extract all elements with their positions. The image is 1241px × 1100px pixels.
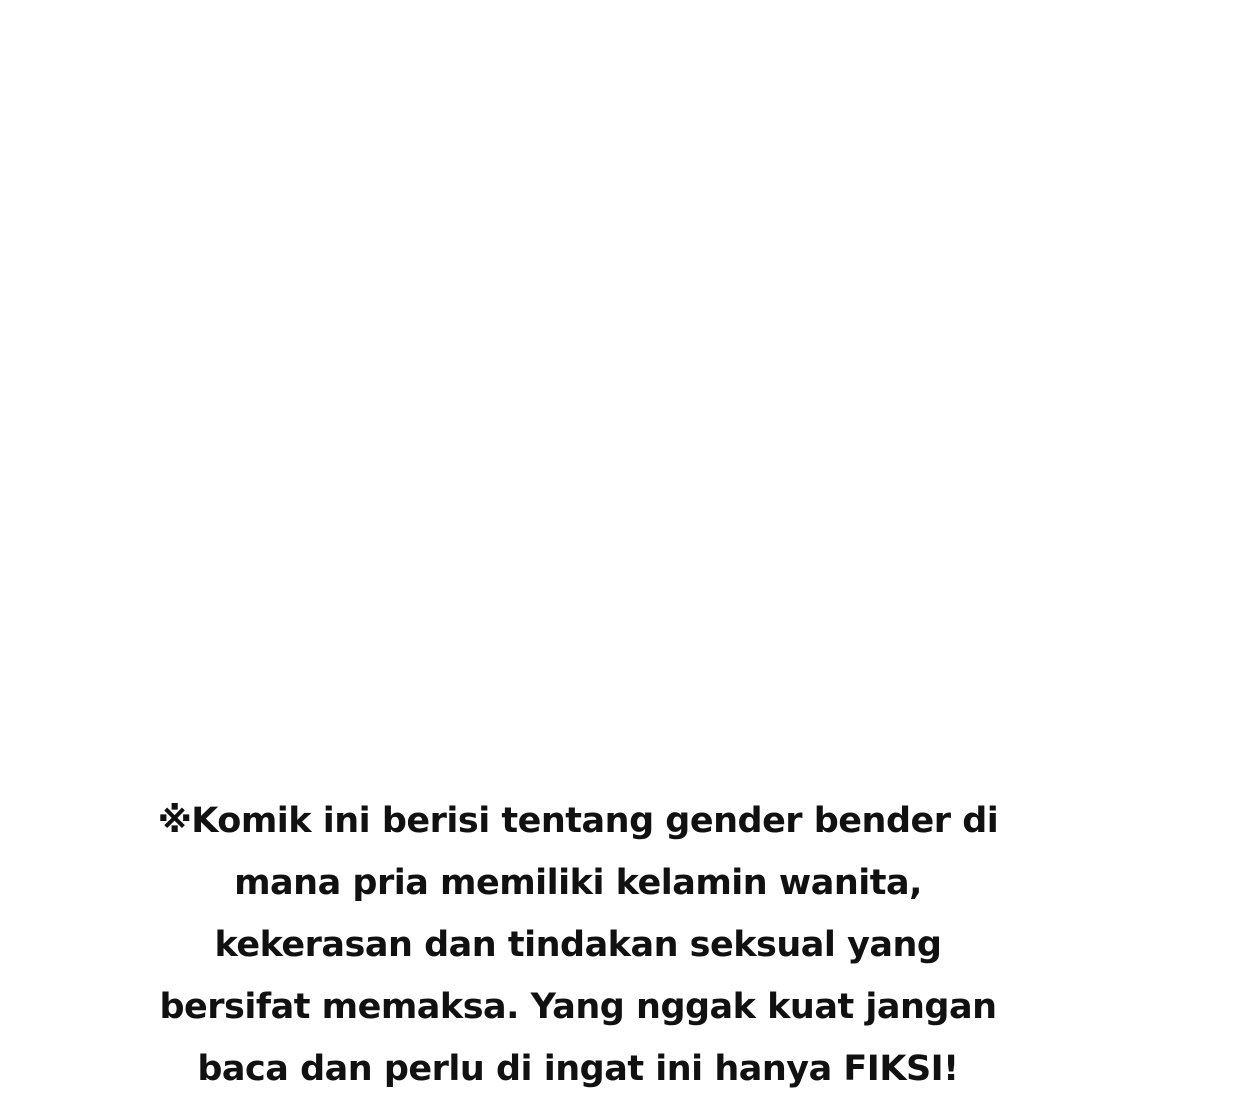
notice-line-5: baca dan perlu di ingat ini hanya FIKSI!: [197, 1049, 959, 1089]
notice-line-3: kekerasan dan tindakan seksual yang: [214, 925, 942, 965]
notice-line-1: ※Komik ini berisi tentang gender bender di: [157, 801, 999, 841]
notice-line-2: mana pria memiliki kelamin wanita,: [234, 863, 922, 903]
notice-line-4: bersifat memaksa. Yang nggak kuat jangan: [159, 987, 997, 1027]
content-warning-notice: [0, 790, 1156, 1100]
